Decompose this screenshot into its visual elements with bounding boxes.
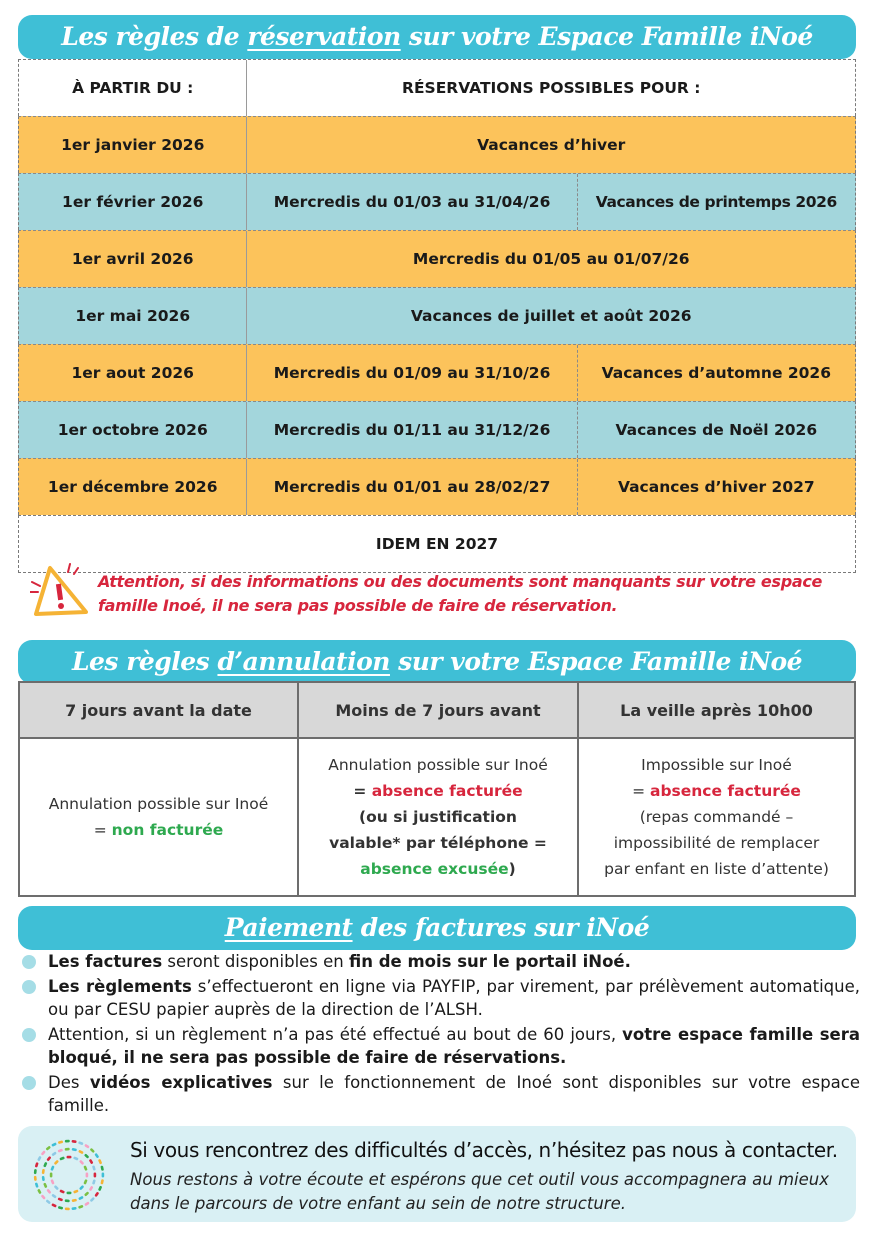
- item-bold: vidéos explicatives: [89, 1073, 273, 1092]
- logo-dash: [37, 1189, 42, 1195]
- payment-title-post: des factures sur iNoé: [352, 913, 650, 942]
- row-period: Vacances d’hiver: [477, 136, 626, 154]
- list-item: [20, 1071, 860, 1117]
- logo-dash: [50, 1173, 53, 1178]
- row-date: 1er octobre 2026: [19, 402, 247, 458]
- item-text: s’effectueront en ligne via PAYFIP, par virement, par prélèvement automatique, ou par CESU papier auprès de la direction de l’ALSH.: [48, 977, 860, 1019]
- warning-text: [98, 570, 858, 618]
- logo-dash: [92, 1179, 96, 1185]
- contact-subtitle: Nous restons à votre écoute et espérons que cet outil vous accompagnera au mieux dans le parcours de votre enfant au sein de notre structure.: [130, 1170, 829, 1213]
- row-wednesdays: Mercredis du 01/11 au 31/12/26: [247, 402, 577, 458]
- logo-dash: [73, 1156, 79, 1160]
- logo-dash: [65, 1140, 70, 1143]
- logo-dash: [65, 1148, 70, 1151]
- logo-dash: [84, 1144, 90, 1149]
- header-less-7-days: Moins de 7 jours avant: [299, 683, 579, 737]
- logo-dash: [67, 1192, 72, 1195]
- cancellation-body-row: [20, 739, 854, 895]
- logo-dash: [54, 1185, 59, 1190]
- cell-line: Impossible sur Inoé: [641, 756, 792, 774]
- row-date: 1er aout 2026: [19, 345, 247, 401]
- status-not-billed: non facturée: [111, 821, 224, 839]
- warning-triangle-icon: [30, 560, 94, 622]
- row-wednesdays: Mercredis du 01/01 au 28/02/27: [247, 459, 577, 515]
- logo-dash: [59, 1156, 65, 1160]
- logo-dash: [79, 1160, 84, 1165]
- logo-dash: [37, 1156, 42, 1162]
- reservation-title-pre: Les règles de: [61, 22, 248, 51]
- close-paren: ): [508, 860, 516, 878]
- logo-dash: [51, 1203, 57, 1208]
- item-bold: Les règlements: [48, 977, 192, 996]
- reservation-title-underlined: réservation: [247, 22, 401, 51]
- status-billed: absence facturée: [649, 782, 801, 800]
- row-holidays: Vacances d’automne 2026: [601, 364, 832, 382]
- logo-dash: [45, 1146, 51, 1151]
- warning-line-1: Attention, si des informations ou des documents sont manquants sur votre espace: [98, 572, 823, 591]
- logo-dash: [84, 1191, 89, 1196]
- header-day-before: La veille après 10h00: [620, 700, 813, 720]
- table-row: [18, 458, 856, 515]
- logo-dash: [71, 1207, 76, 1210]
- equals-sign: =: [632, 782, 650, 800]
- cancellation-table: [18, 681, 856, 897]
- logo-dash: [51, 1142, 57, 1147]
- logo-dash: [83, 1179, 87, 1185]
- payment-banner: [18, 906, 856, 950]
- reservation-title-post: sur votre Espace Famille iNoé: [400, 22, 813, 51]
- logo-dash: [89, 1159, 94, 1165]
- row-date: 1er janvier 2026: [19, 117, 247, 173]
- logo-dash: [98, 1159, 102, 1165]
- logo-dash: [41, 1150, 46, 1155]
- cancellation-title-pre: Les règles: [71, 647, 218, 676]
- row-date: 1er mai 2026: [19, 288, 247, 344]
- logo-dash: [46, 1189, 51, 1195]
- bullet-dot-icon: [22, 980, 36, 994]
- row-date: 1er avril 2026: [19, 231, 247, 287]
- row-period: Mercredis du 01/05 au 01/07/26: [412, 250, 690, 268]
- equals-sign: =: [93, 821, 112, 839]
- cancellation-header-row: [20, 683, 854, 739]
- equals-sign: =: [353, 782, 372, 800]
- logo-dash: [102, 1173, 105, 1178]
- logo-dash: [54, 1160, 59, 1165]
- logo-dash: [78, 1150, 84, 1155]
- logo-dash: [92, 1165, 96, 1171]
- table-row: [18, 401, 856, 458]
- cancellation-title-underlined: d’annulation: [217, 647, 390, 676]
- item-bold: fin de mois sur le portail iNoé.: [349, 952, 631, 971]
- item-bold: votre espace famille sera bloqué, il ne sera pas possible de faire de réservations.: [48, 1025, 860, 1067]
- row-holidays: Vacances de printemps 2026: [595, 193, 837, 211]
- item-bold: Les factures: [48, 952, 163, 971]
- list-item: [20, 950, 860, 973]
- item-text: seront disponibles en: [162, 952, 350, 971]
- cell-line: (repas commandé –: [639, 808, 794, 826]
- logo-dash: [78, 1141, 84, 1145]
- logo-dash: [71, 1140, 76, 1143]
- logo-dash: [58, 1197, 64, 1201]
- logo-dash: [79, 1185, 84, 1190]
- header-reservations: RÉSERVATIONS POSSIBLES POUR :: [402, 79, 701, 97]
- logo-dash: [42, 1169, 45, 1174]
- reservation-banner: [18, 15, 856, 59]
- table-row: [18, 230, 856, 287]
- cell-line: [360, 856, 516, 882]
- row-wednesdays: Mercredis du 01/03 au 31/04/26: [247, 174, 577, 230]
- item-text: sur le fonctionnement de Inoé sont disponibles sur votre espace famille.: [48, 1073, 861, 1115]
- contact-title: Si vous rencontrez des difficultés d’accès, n’hésitez pas nous à contacter.: [130, 1138, 838, 1162]
- logo-dash: [90, 1148, 95, 1153]
- cell-line: (ou si justification: [359, 808, 517, 826]
- table-row: [18, 173, 856, 230]
- cell-day-before: [579, 739, 854, 895]
- row-date: 1er février 2026: [19, 174, 247, 230]
- logo-dash: [94, 1192, 99, 1198]
- logo-dash: [43, 1162, 47, 1168]
- header-date: À PARTIR DU :: [19, 60, 247, 116]
- logo-dash: [34, 1176, 37, 1181]
- logo-dash: [35, 1162, 39, 1168]
- reservation-header-row: [18, 59, 856, 116]
- payment-title-underlined: Paiement: [224, 913, 353, 942]
- logo-dash: [51, 1151, 57, 1156]
- logo-dash: [100, 1166, 104, 1171]
- logo-dash: [59, 1189, 65, 1193]
- warning-block: [30, 560, 860, 620]
- logo-dash: [43, 1183, 47, 1189]
- logo-dash: [83, 1165, 87, 1171]
- status-billed: absence facturée: [371, 782, 523, 800]
- cancellation-banner: [18, 640, 856, 684]
- logo-dash: [94, 1153, 99, 1159]
- logo-dash: [98, 1186, 102, 1192]
- logo-dash: [94, 1173, 97, 1178]
- cell-line: Annulation possible sur Inoé: [48, 795, 269, 813]
- logo-dash: [58, 1149, 64, 1153]
- bullet-dot-icon: [22, 1028, 36, 1042]
- logo-dash: [50, 1165, 54, 1171]
- table-row: [18, 287, 856, 344]
- footer-text: IDEM EN 2027: [375, 535, 499, 553]
- row-holidays: Vacances d’hiver 2027: [617, 478, 815, 496]
- table-row: [18, 116, 856, 173]
- logo-dash: [78, 1205, 84, 1209]
- row-period: Vacances de juillet et août 2026: [410, 307, 692, 325]
- logo-dash: [78, 1196, 84, 1201]
- item-text: Des: [48, 1073, 90, 1092]
- cell-line: Annulation possible sur Inoé: [328, 756, 548, 774]
- row-wednesdays: Mercredis du 01/09 au 31/10/26: [247, 345, 577, 401]
- list-item: [20, 975, 860, 1021]
- contact-box: [18, 1126, 856, 1222]
- logo-dash: [41, 1194, 46, 1199]
- logo-dash: [42, 1176, 45, 1181]
- table-row: [18, 344, 856, 401]
- item-text: Attention, si un règlement n’a pas été effectué au bout de 60 jours,: [48, 1025, 623, 1044]
- logo-dash: [65, 1207, 70, 1210]
- logo-dash: [84, 1153, 89, 1158]
- logo-dash: [90, 1197, 95, 1202]
- row-date: 1er décembre 2026: [19, 459, 247, 515]
- cell-line: impossibilité de remplacer: [613, 834, 820, 852]
- logo-dash: [100, 1179, 104, 1184]
- cell-line: valable* par téléphone =: [329, 834, 547, 852]
- logo-dash: [58, 1206, 64, 1210]
- logo-dash: [58, 1140, 64, 1144]
- logo-dash: [65, 1199, 70, 1202]
- cell-less-7-days: [299, 739, 579, 895]
- logo-dash: [86, 1173, 89, 1178]
- cell-line: par enfant en liste d’attente): [604, 860, 829, 878]
- logo-dash: [46, 1156, 51, 1162]
- logo-dash: [84, 1201, 90, 1206]
- bullet-dot-icon: [22, 1076, 36, 1090]
- logo-dash: [67, 1156, 72, 1159]
- cell-line: [632, 778, 801, 804]
- logo-dash: [45, 1199, 51, 1204]
- reservation-table: [18, 59, 856, 573]
- header-7-days: 7 jours avant la date: [20, 683, 299, 737]
- circular-dots-logo: [28, 1134, 110, 1216]
- logo-dash: [51, 1194, 57, 1199]
- cell-line: [94, 817, 224, 843]
- logo-dash: [35, 1182, 39, 1188]
- bullet-dot-icon: [22, 955, 36, 969]
- logo-dash: [89, 1186, 94, 1192]
- logo-dash: [72, 1199, 77, 1203]
- payment-list: [20, 950, 860, 1119]
- logo-dash: [50, 1179, 54, 1185]
- cell-7-days: [20, 739, 299, 895]
- cancellation-title-post: sur votre Espace Famille iNoé: [389, 647, 803, 676]
- warning-line-2: famille Inoé, il ne sera pas possible de faire de réservation.: [98, 596, 618, 615]
- cell-line: [353, 778, 522, 804]
- list-item: [20, 1023, 860, 1069]
- logo-dash: [73, 1189, 79, 1193]
- logo-dash: [34, 1169, 37, 1174]
- status-excused: absence excusée: [360, 860, 509, 878]
- row-holidays: Vacances de Noël 2026: [615, 421, 818, 439]
- logo-dash: [72, 1148, 77, 1152]
